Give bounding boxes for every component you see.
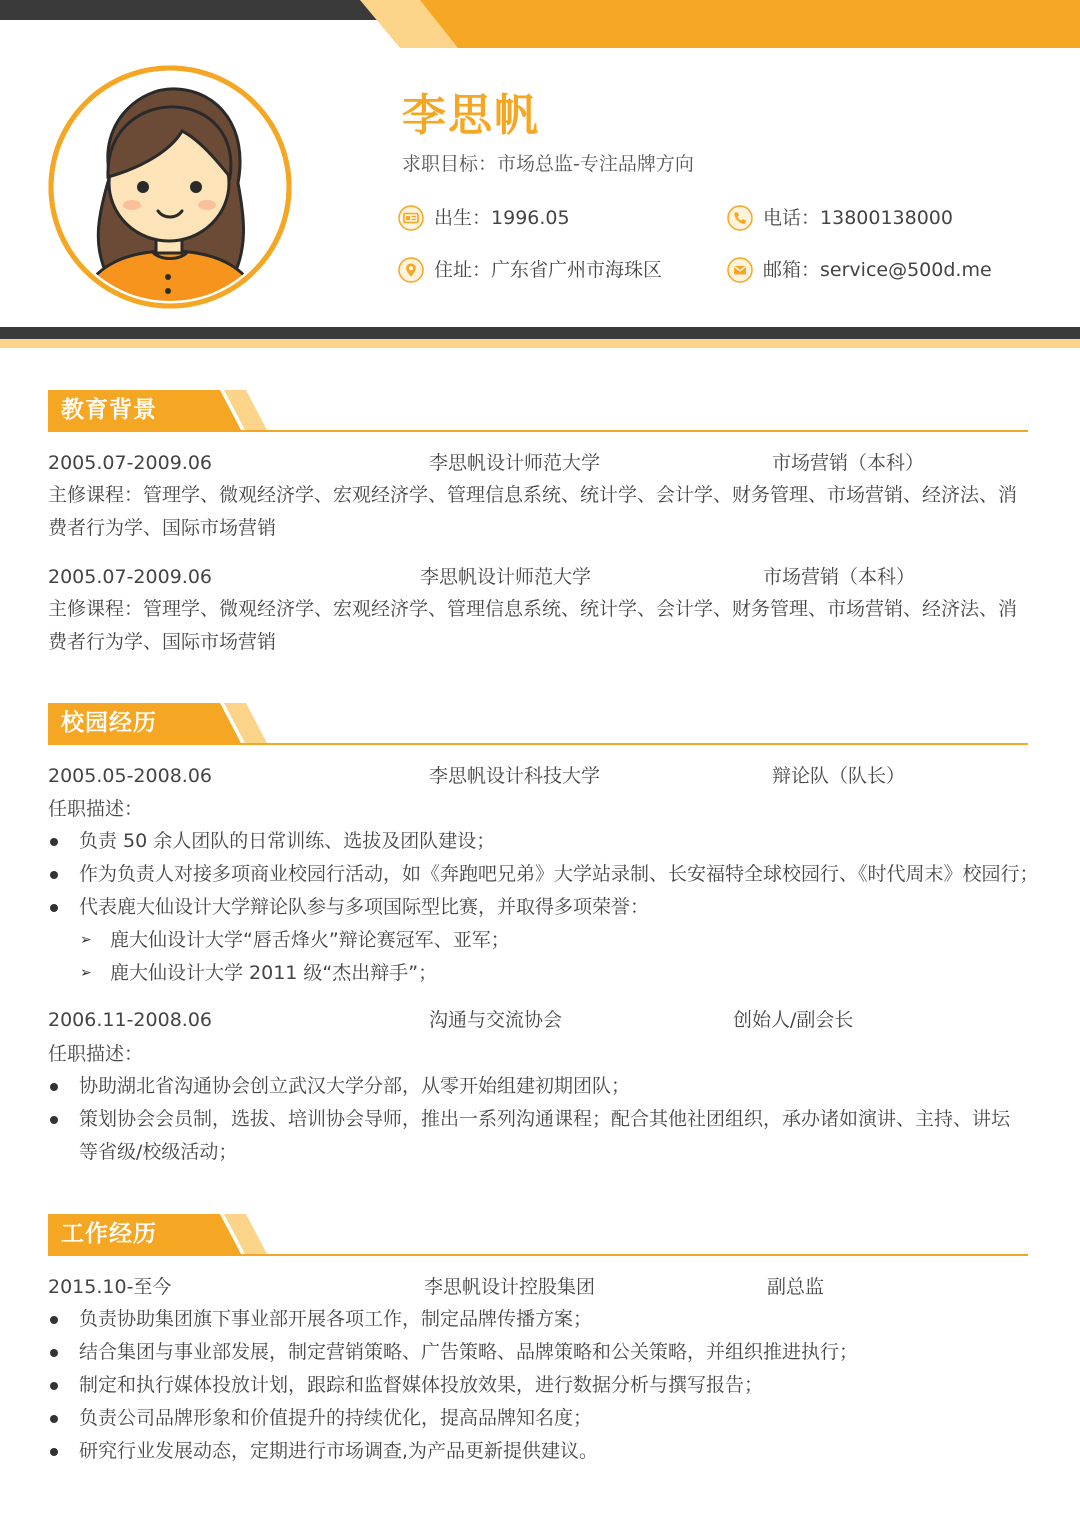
campus-date: 2005.05-2008.06 (48, 765, 212, 787)
bullet-dot (50, 1316, 58, 1324)
section-label: 工作经历 (61, 1221, 157, 1247)
job-objective: 求职目标：市场总监-专注品牌方向 (402, 153, 694, 175)
edu-courses: 主修课程：管理学、微观经济学、宏观经济学、管理信息系统、统计学、会计学、财务管理、市场营销、经济法、消费者行为学、国际市场营销 (48, 484, 1018, 539)
phone-icon (727, 205, 753, 231)
list-item-text: 代表鹿大仙设计大学辩论队参与多项国际型比赛，并取得多项荣誉： (79, 896, 650, 918)
bullet-dot (50, 871, 58, 879)
work-date: 2015.10-至今 (48, 1276, 172, 1298)
email-info (727, 256, 992, 284)
list-item-text: 研究行业发展动态，定期进行市场调查,为产品更新提供建议。 (79, 1440, 599, 1462)
header-divider-dark (0, 327, 1080, 339)
arrow-bullet-icon: ➢ (80, 965, 92, 981)
edu-major: 市场营销（本科） (772, 452, 925, 474)
sub-list-item-text: 鹿大仙设计大学“唇舌烽火”辩论赛冠军、亚军； (110, 929, 510, 951)
section-title-campus (48, 703, 1028, 745)
campus-org: 沟通与交流协会 (429, 1009, 563, 1031)
section-underline (48, 743, 1028, 745)
edu-date: 2005.07-2009.06 (48, 452, 212, 474)
list-item-text: 协助湖北省沟通协会创立武汉大学分部，从零开始组建初期团队； (79, 1075, 631, 1097)
section-title-work (48, 1214, 1028, 1256)
list-item-text: 负责协助集团旗下事业部开展各项工作，制定品牌传播方案； (79, 1308, 593, 1330)
section-label: 教育背景 (61, 397, 157, 423)
bullet-dot (50, 1448, 58, 1456)
list-item-text: 作为负责人对接多项商业校园行活动，如《奔跑吧兄弟》大学站录制、长安福特全球校园行、《时代周末》校园行； (79, 863, 1039, 885)
campus-org: 李思帆设计科技大学 (429, 765, 601, 787)
phone-label: 电话： (763, 207, 821, 229)
top-decorative-band (0, 0, 1080, 48)
section-underline (48, 430, 1028, 432)
list-item-text: 制定和执行媒体投放计划，跟踪和监督媒体投放效果，进行数据分析与撰写报告； (79, 1374, 764, 1396)
bullet-dot (50, 904, 58, 912)
section-underline (48, 1254, 1028, 1256)
bullet-dot (50, 1382, 58, 1390)
address-label: 住址： (434, 259, 492, 281)
list-item-text: 策划协会会员制，选拔、培训协会导师，推出一系列沟通课程；配合其他社团组织，承办诸如演讲、主持、讲坛等省级/校级活动； (79, 1108, 1011, 1163)
sub-list-item-text: 鹿大仙设计大学 2011 级“杰出辩手”； (110, 962, 438, 984)
header-divider-light (0, 339, 1080, 348)
edu-school: 李思帆设计师范大学 (429, 452, 601, 474)
id-card-icon (398, 205, 424, 231)
address-value: 广东省广州市海珠区 (491, 259, 663, 281)
mail-icon (727, 257, 753, 283)
edu-courses: 主修课程：管理学、微观经济学、宏观经济学、管理信息系统、统计学、会计学、财务管理、市场营销、经济法、消费者行为学、国际市场营销 (48, 598, 1018, 653)
bullet-dot (50, 1083, 58, 1091)
bullet-dot (50, 838, 58, 846)
duty-description-label: 任职描述： (48, 798, 144, 820)
list-item-text: 负责公司品牌形象和价值提升的持续优化，提高品牌知名度； (79, 1407, 593, 1429)
edu-date: 2005.07-2009.06 (48, 566, 212, 588)
email-value: service@500d.me (820, 259, 992, 281)
bullet-dot (50, 1349, 58, 1357)
avatar (48, 65, 292, 309)
phone-value: 13800138000 (820, 207, 953, 229)
phone-info (727, 204, 953, 232)
address-info (398, 256, 662, 284)
campus-role: 辩论队（队长） (772, 765, 906, 787)
birth-info (398, 204, 570, 232)
list-item-text: 负责 50 余人团队的日常训练、选拔及团队建设； (79, 830, 496, 852)
arrow-bullet-icon: ➢ (80, 932, 92, 948)
email-label: 邮箱： (763, 259, 821, 281)
location-pin-icon (398, 257, 424, 283)
edu-school: 李思帆设计师范大学 (420, 566, 592, 588)
list-item-text: 结合集团与事业部发展，制定营销策略、广告策略、品牌策略和公关策略，并组织推进执行； (79, 1341, 859, 1363)
campus-date: 2006.11-2008.06 (48, 1009, 212, 1031)
campus-role: 创始人/副会长 (733, 1009, 854, 1031)
section-label: 校园经历 (61, 710, 157, 736)
section-title-education (48, 390, 1028, 432)
birth-label: 出生： (434, 207, 492, 229)
bullet-dot (50, 1116, 58, 1124)
birth-value: 1996.05 (491, 207, 570, 229)
work-role: 副总监 (767, 1276, 825, 1298)
work-company: 李思帆设计控股集团 (424, 1276, 596, 1298)
candidate-name: 李思帆 (402, 90, 540, 141)
edu-major: 市场营销（本科） (763, 566, 916, 588)
bullet-dot (50, 1415, 58, 1423)
duty-description-label: 任职描述： (48, 1043, 144, 1065)
